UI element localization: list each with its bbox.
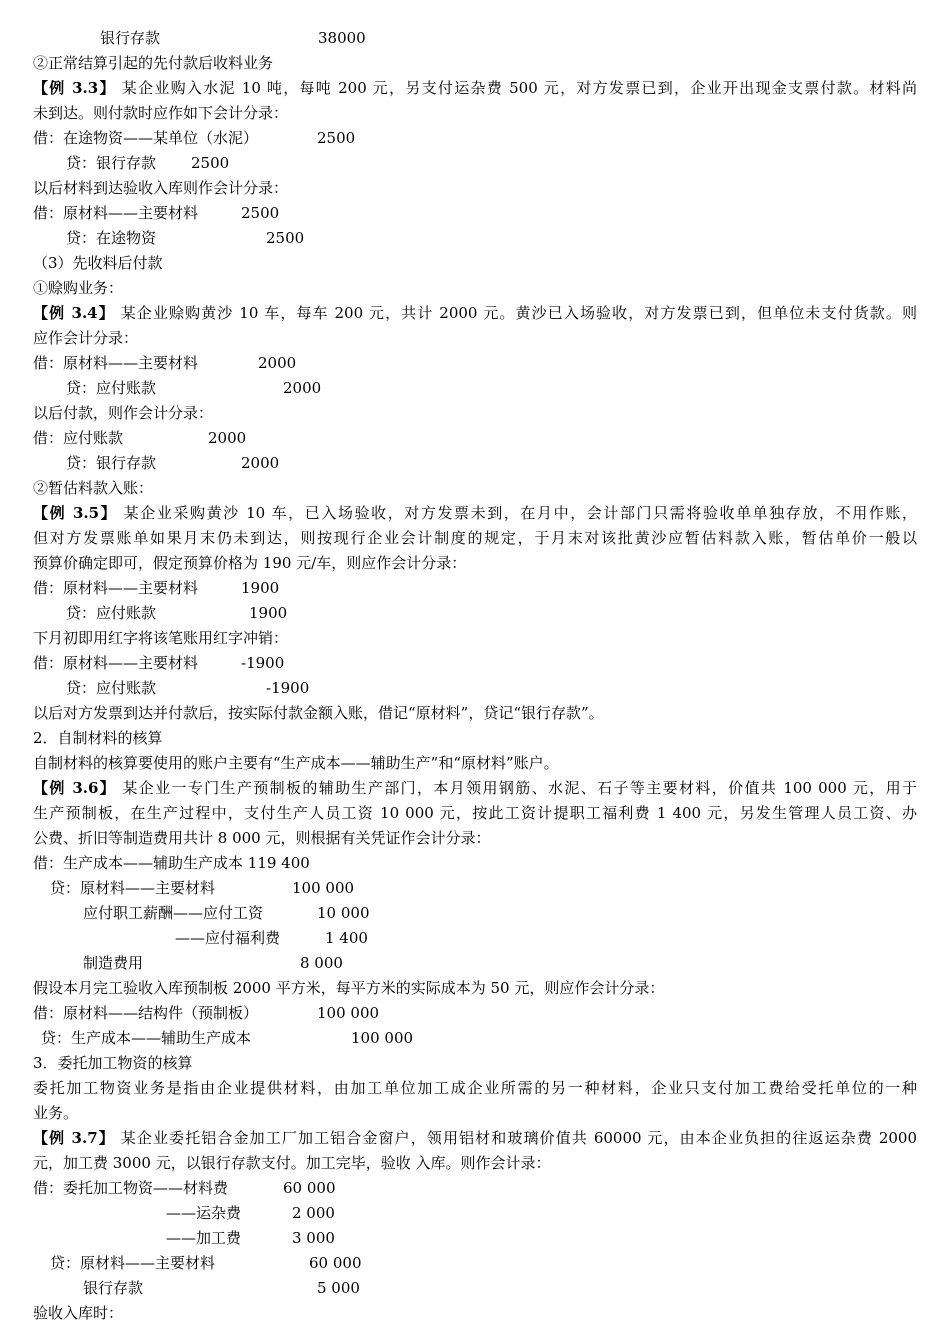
amount-text: 2500: [191, 154, 230, 172]
paragraph-line: [33, 503, 917, 523]
example-tag: 【例 3.7】: [33, 1129, 115, 1147]
subheading: ②暂估料款入账：: [33, 479, 154, 497]
amount-text: 60 000: [283, 1179, 336, 1197]
amount-text: 2000: [283, 379, 322, 397]
account-text: ——应付福利费: [175, 929, 281, 947]
journal-line: 借：生产成本——辅助生产成本 119 400: [33, 854, 310, 872]
paragraph-line: 预算价确定即可，假定预算价格为 190 元/车，则应作会计分录：: [33, 554, 467, 572]
paragraph-line: [33, 78, 917, 98]
account-text: 银行存款: [100, 29, 161, 47]
amount-text: 1900: [241, 579, 280, 597]
paragraph-line: [33, 778, 917, 798]
amount-text: 2000: [258, 354, 297, 372]
paragraph-line: [33, 1128, 917, 1148]
account-text: 制造费用: [83, 954, 144, 972]
amount-text: 100 000: [351, 1029, 414, 1047]
paragraph-line: 委托加工物资业务是指由企业提供材料，由加工单位加工成企业所需的另一种材料，企业只支付加工费给受托单位的一种: [33, 1079, 917, 1097]
account-text: 借：原材料——主要材料: [33, 354, 199, 372]
paragraph-text: 某企业购入水泥 10 吨，每吨 200 元，另支付运杂费 500 元，对方发票已到，企业开出现金支票付款。材料尚: [115, 79, 917, 97]
account-text: 贷：原材料——主要材料: [50, 879, 216, 897]
account-text: 贷：原材料——主要材料: [50, 1254, 216, 1272]
paragraph-line: 生产预制板，在生产过程中，支付生产人员工资 10 000 元，按此工资计提职工福利费 1 400 元，另发生管理人员工资、办: [33, 804, 917, 822]
account-text: 借：原材料——主要材料: [33, 654, 199, 672]
amount-text: 1900: [249, 604, 288, 622]
account-text: 借：委托加工物资——材料费: [33, 1179, 229, 1197]
example-tag: 【例 3.6】: [33, 779, 117, 797]
account-text: 贷：银行存款: [66, 454, 157, 472]
paragraph-line: 未到达。则付款时应作如下会计分录：: [33, 104, 289, 122]
amount-text: 2000: [241, 454, 280, 472]
section-heading: 2．自制材料的核算: [33, 729, 163, 747]
amount-text: -1900: [241, 654, 285, 672]
paragraph-text: 某企业一专门生产预制板的辅助生产部门，本月领用钢筋、水泥、石子等主要材料，价值共 100 000 元，用于: [116, 779, 917, 797]
paragraph-line: 但对方发票账单如果月末仍未到达，则按现行企业会计制度的规定，于月末对该批黄沙应暂估料款入账，暂估单价一般以: [33, 529, 917, 547]
account-text: 银行存款: [83, 1279, 144, 1297]
amount-text: 2500: [241, 204, 280, 222]
paragraph-line: [33, 303, 917, 323]
paragraph-text: 某企业委托铝合金加工厂加工铝合金窗户，领用铝材和玻璃价值共 60000 元，由本企业负担的往返运杂费 2000: [114, 1129, 917, 1147]
paragraph-line: 应作会计分录：: [33, 329, 139, 347]
paragraph-line: 以后付款，则作会计分录：: [33, 404, 214, 422]
account-text: 借：原材料——主要材料: [33, 579, 199, 597]
amount-text: 1 400: [325, 929, 368, 947]
paragraph-text: 某企业采购黄沙 10 车，已入场验收，对方发票未到，在月中，会计部门只需将验收单单独存放，不用作账，: [117, 504, 917, 522]
account-text: 借：在途物资——某单位（水泥）: [33, 129, 259, 147]
account-text: 借：应付账款: [33, 429, 124, 447]
account-text: ——运杂费: [166, 1204, 242, 1222]
amount-text: 100 000: [317, 1004, 380, 1022]
paragraph-line: 元，加工费 3000 元，以银行存款支付。加工完毕，验收 入库。则作会计录：: [33, 1154, 551, 1172]
amount-text: 2000: [208, 429, 247, 447]
account-text: 贷：应付账款: [66, 679, 157, 697]
paragraph-line: 以后对方发票到达并付款后，按实际付款金额入账，借记“原材料”，贷记“银行存款”。: [33, 704, 604, 722]
paragraph-line: 自制材料的核算要使用的账户主要有“生产成本——辅助生产”和“原材料”账户。: [33, 754, 559, 772]
subheading: ②正常结算引起的先付款后收料业务: [33, 54, 274, 72]
amount-text: 2 000: [292, 1204, 335, 1222]
account-text: 应付职工薪酬——应付工资: [83, 904, 264, 922]
amount-text: 2500: [266, 229, 305, 247]
amount-text: 10 000: [317, 904, 370, 922]
paragraph-line: 以后材料到达验收入库则作会计分录：: [33, 179, 289, 197]
subheading: （3）先收料后付款: [33, 254, 163, 272]
amount-text: 60 000: [309, 1254, 362, 1272]
subheading: ①赊购业务：: [33, 279, 124, 297]
amount-text: 5 000: [317, 1279, 360, 1297]
paragraph-line: 下月初即用红字将该笔账用红字冲销：: [33, 629, 289, 647]
amount-text: 38000: [318, 29, 366, 47]
account-text: ——加工费: [166, 1229, 242, 1247]
amount-text: 3 000: [292, 1229, 335, 1247]
example-tag: 【例 3.4】: [33, 304, 115, 322]
account-text: 贷：应付账款: [66, 379, 157, 397]
amount-text: 2500: [317, 129, 356, 147]
example-tag: 【例 3.5】: [33, 504, 118, 522]
amount-text: -1900: [266, 679, 310, 697]
paragraph-line: 公费、折旧等制造费用共计 8 000 元，则根据有关凭证作会计分录：: [33, 829, 491, 847]
amount-text: 100 000: [292, 879, 355, 897]
example-tag: 【例 3.3】: [33, 79, 116, 97]
paragraph-line: 业务。: [33, 1104, 79, 1122]
account-text: 借：原材料——主要材料: [33, 204, 199, 222]
paragraph-text: 某企业赊购黄沙 10 车，每车 200 元，共计 2000 元。黄沙已入场验收，对方发票已到，但单位未支付货款。则: [114, 304, 917, 322]
account-text: 贷：在途物资: [66, 229, 157, 247]
account-text: 借：原材料——结构件（预制板）: [33, 1004, 259, 1022]
amount-text: 8 000: [300, 954, 343, 972]
account-text: 贷：应付账款: [66, 604, 157, 622]
paragraph-line: 验收入库时：: [33, 1304, 124, 1322]
account-text: 贷：生产成本——辅助生产成本: [41, 1029, 252, 1047]
section-heading: 3．委托加工物资的核算: [33, 1054, 193, 1072]
account-text: 贷：银行存款: [66, 154, 157, 172]
paragraph-line: 假设本月完工验收入库预制板 2000 平方米，每平方米的实际成本为 50 元，则应作会计分录：: [33, 979, 665, 997]
